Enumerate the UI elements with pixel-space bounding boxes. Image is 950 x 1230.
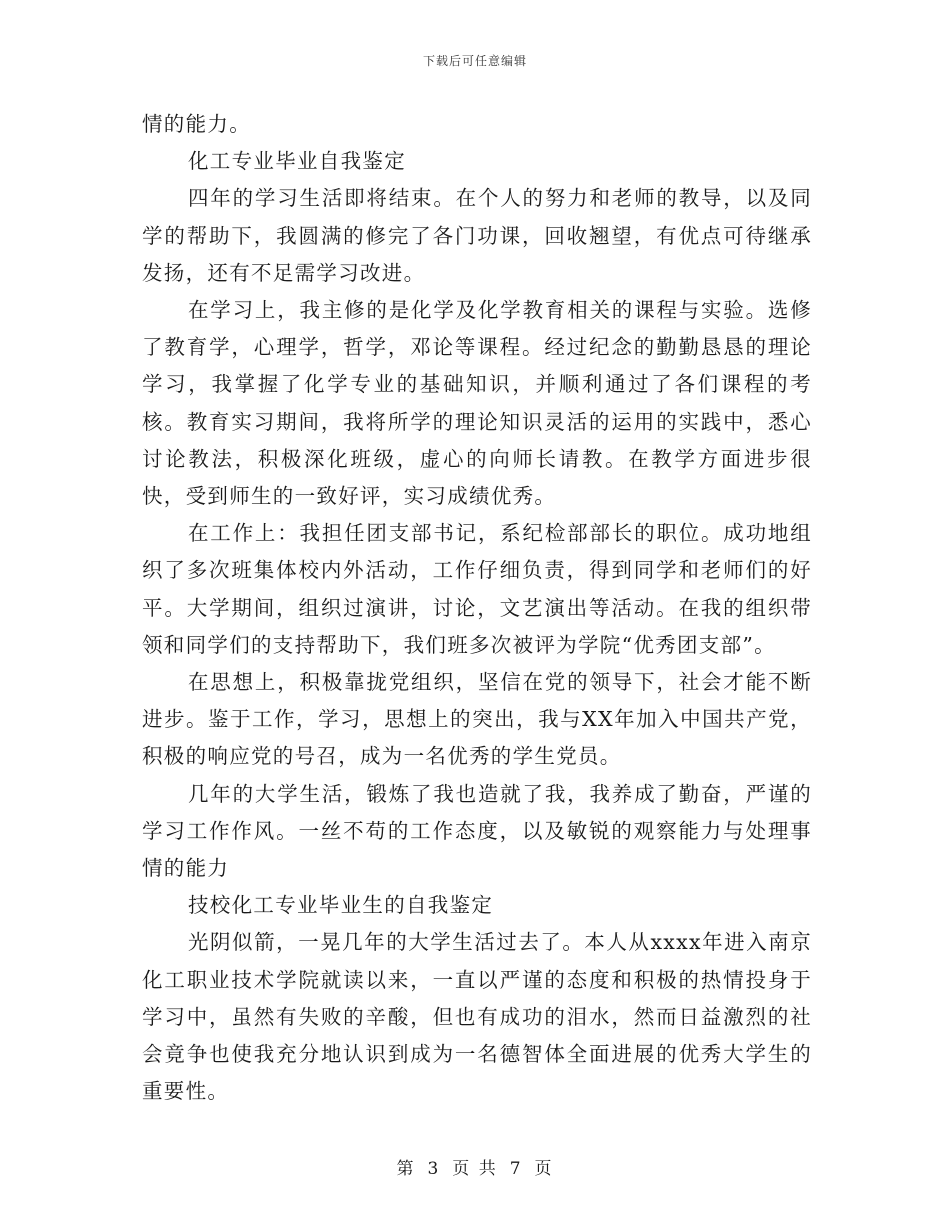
current-page-number: 3 [427,1159,441,1179]
total-pages-number: 7 [509,1159,523,1179]
section-title-2: 技校化工专业毕业生的自我鉴定 [188,893,494,918]
document-body [142,106,812,1110]
footer-middle: 页 共 [452,1159,498,1179]
footer-prefix: 第 [396,1159,416,1179]
page-header: 下载后可任意编辑 [422,54,527,68]
paragraph-3: 在学习上，我主修的是化学及化学教育相关的课程与实验。选修了教育学，心理学，哲学，邓论等课程。经过纪念的勤勤恳恳的理论学习，我掌握了化学专业的基础知识，并顺利通过了各们课程的考核。教育实习期间，我将所学的理论知识灵活的运用的实践中，悉心讨论教法，积极深化班级，虚心的向师长请教。在教学方面进步很快，受到师生的一致好评，实习成绩优秀。 [142,298,812,509]
paragraph-5: 在思想上，积极靠拢党组织，坚信在党的领导下，社会才能不断进步。鉴于工作，学习，思想上的突出，我与XX年加入中国共产党，积极的响应党的号召，成为一名优秀的学生党员。 [142,670,812,769]
paragraph-2: 四年的学习生活即将结束。在个人的努力和老师的教导，以及同学的帮助下，我圆满的修完了各门功课，回收翘望，有优点可待继承发扬，还有不足需学习改进。 [142,186,812,285]
page-footer [0,1154,950,1179]
paragraph-7: 光阴似箭，一晃几年的大学生活过去了。本人从xxxx年进入南京化工职业技术学院就读以来，一直以严谨的态度和积极的热情投身于学习中，虽然有失败的辛酸，但也有成功的泪水，然而日益激烈的社会竟争也使我充分地认识到成为一名德智体全面进展的优秀大学生的重要性。 [142,930,812,1104]
footer-suffix: 页 [534,1159,554,1179]
paragraph-1: 情的能力。 [142,112,251,136]
paragraph-6: 几年的大学生活，锻炼了我也造就了我，我养成了勤奋，严谨的学习工作作风。一丝不苟的工作态度，以及敏锐的观察能力与处理事情的能力 [142,781,812,881]
paragraph-4: 在工作上：我担任团支部书记，系纪检部部长的职位。成功地组织了多次班集体校内外活动，工作仔细负责，得到同学和老师们的好平。大学期间，组织过演讲，讨论，文艺演出等活动。在我的组织带领和同学们的支持帮助下，我们班多次被评为学院“优秀团支部”。 [142,521,812,657]
section-title-1: 化工专业毕业自我鉴定 [188,149,406,174]
